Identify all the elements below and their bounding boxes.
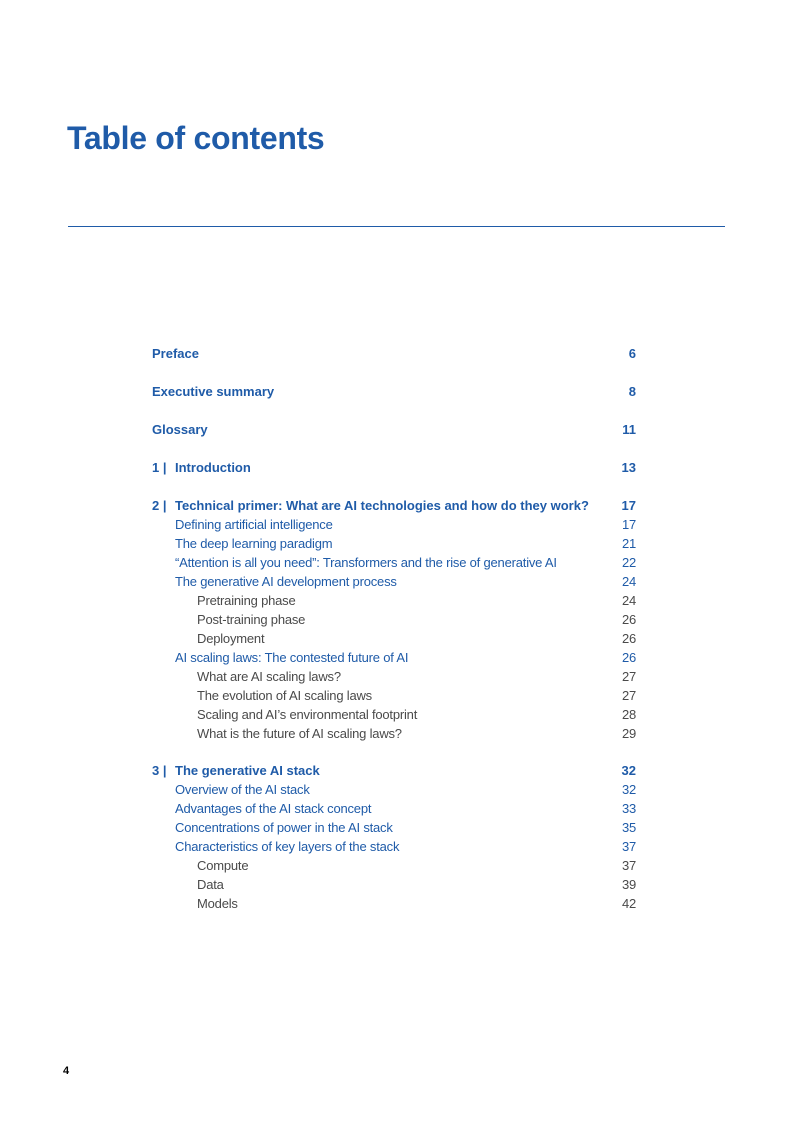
toc-section-title: Defining artificial intelligence: [175, 517, 333, 532]
toc-section-title: Concentrations of power in the AI stack: [175, 820, 393, 835]
chapter-number: 1 |: [152, 460, 167, 475]
toc-entry-title: Glossary: [152, 422, 208, 437]
toc-section-title: AI scaling laws: The contested future of AI: [175, 650, 409, 665]
toc-section-title: The deep learning paradigm: [175, 536, 333, 551]
toc-section[interactable]: [152, 572, 636, 591]
toc-subsection[interactable]: [152, 856, 636, 875]
toc-subsection-title: What are AI scaling laws?: [197, 669, 341, 684]
toc-entry-preface[interactable]: [152, 344, 636, 363]
toc-section[interactable]: [152, 799, 636, 818]
toc-subsection-page: 42: [621, 896, 636, 911]
toc-entry-glossary[interactable]: [152, 420, 636, 439]
toc-subsection-title: Data: [197, 877, 224, 892]
toc-subsection-page: 27: [621, 669, 636, 684]
toc-subsection-title: Scaling and AI’s environmental footprint: [197, 707, 418, 722]
toc-subsection-page: 29: [621, 726, 636, 741]
toc-entry-page: 32: [621, 763, 636, 778]
toc-subsection[interactable]: [152, 591, 636, 610]
toc-subsection[interactable]: [152, 667, 636, 686]
toc-entry-chapter-3[interactable]: [152, 761, 636, 780]
toc-subsection-page: 37: [621, 858, 636, 873]
toc-section-title: “Attention is all you need”: Transformers and the rise of generative AI: [175, 555, 557, 570]
toc-subsection-page: 28: [621, 707, 636, 722]
toc-section[interactable]: [152, 837, 636, 856]
toc-section-page: 21: [621, 536, 636, 551]
toc-subsection-title: Pretraining phase: [197, 593, 296, 608]
toc-section[interactable]: [152, 648, 636, 667]
toc-entry-title: Preface: [152, 346, 199, 361]
toc-subsection[interactable]: [152, 724, 636, 743]
toc-entry-page: 6: [628, 346, 636, 361]
toc-subsection-title: What is the future of AI scaling laws?: [197, 726, 402, 741]
toc-entry-chapter-2[interactable]: [152, 496, 636, 515]
toc-subsection[interactable]: [152, 610, 636, 629]
toc-section-page: 17: [621, 517, 636, 532]
toc-subsection[interactable]: [152, 894, 636, 913]
toc-section-page: 37: [621, 839, 636, 854]
toc-section[interactable]: [152, 780, 636, 799]
toc-subsection[interactable]: [152, 686, 636, 705]
toc-entry-chapter-1[interactable]: [152, 458, 636, 477]
toc-entry-page: 11: [622, 422, 636, 437]
toc-entry-page: 17: [621, 498, 636, 513]
toc-entry-executive-summary[interactable]: [152, 382, 636, 401]
toc-section-title: The generative AI development process: [175, 574, 397, 589]
toc-section[interactable]: [152, 515, 636, 534]
toc-entry-page: 8: [628, 384, 636, 399]
toc-entry-title: Introduction: [175, 460, 251, 475]
toc-section-title: Characteristics of key layers of the stack: [175, 839, 400, 854]
toc-subsection-title: Post-training phase: [197, 612, 306, 627]
toc-subsection-page: 26: [621, 612, 636, 627]
toc-section[interactable]: [152, 818, 636, 837]
chapter-number: 2 |: [152, 498, 167, 513]
toc-entry-title: The generative AI stack: [175, 763, 320, 778]
page-title: Table of contents: [67, 120, 325, 156]
chapter-number: 3 |: [152, 763, 167, 778]
toc-subsection-page: 26: [621, 631, 636, 646]
toc-subsection-title: Deployment: [197, 631, 265, 646]
toc-subsection-title: Compute: [197, 858, 249, 873]
toc-subsection[interactable]: [152, 705, 636, 724]
page-number: 4: [63, 1065, 70, 1077]
toc-section-title: Advantages of the AI stack concept: [175, 801, 372, 816]
toc-subsection-page: 24: [621, 593, 636, 608]
toc-section-page: 33: [621, 801, 636, 816]
toc-entry-title: Technical primer: What are AI technologies and how do they work?: [175, 498, 589, 513]
toc-entry-title: Executive summary: [152, 384, 275, 399]
toc-section-page: 22: [621, 555, 636, 570]
toc-section-title: Overview of the AI stack: [175, 782, 310, 797]
toc-subsection[interactable]: [152, 629, 636, 648]
toc-subsection-title: Models: [197, 896, 238, 911]
toc-subsection-title: The evolution of AI scaling laws: [197, 688, 372, 703]
table-of-contents: [152, 344, 636, 913]
title-divider: [68, 226, 725, 227]
toc-section-page: 32: [621, 782, 636, 797]
toc-entry-page: 13: [621, 460, 636, 475]
toc-section-page: 26: [621, 650, 636, 665]
toc-subsection-page: 39: [621, 877, 636, 892]
toc-section-page: 35: [621, 820, 636, 835]
toc-section-page: 24: [621, 574, 636, 589]
toc-section[interactable]: [152, 534, 636, 553]
toc-section[interactable]: [152, 553, 636, 572]
toc-subsection-page: 27: [621, 688, 636, 703]
toc-subsection[interactable]: [152, 875, 636, 894]
